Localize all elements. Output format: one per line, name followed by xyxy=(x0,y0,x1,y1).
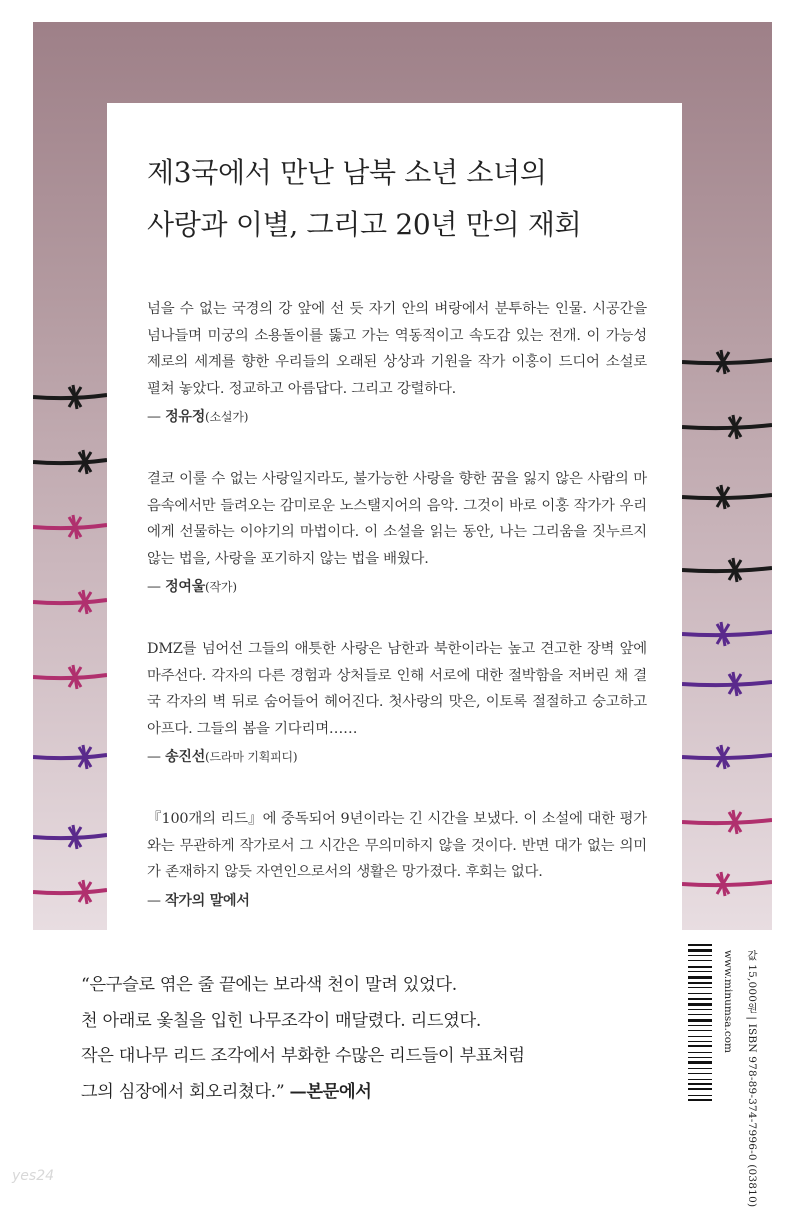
barcode-bar xyxy=(688,960,712,961)
blurb-panel xyxy=(107,103,682,930)
blurb-3 xyxy=(147,636,647,771)
blurb-text: DMZ를 넘어선 그들의 애틋한 사랑은 남한과 북한이라는 높고 견고한 장벽 앞에 마주선다. 각자의 다른 경험과 상처들로 인해 서로에 대한 절박함을 저버린 채 결국 각자의 벽 뒤로 숨어들어 헤어진다. 첫사랑의 맛은, 이토록 절절하고 숭고하고 아프다. 그들의 봄을 기다리며…… xyxy=(147,641,647,737)
quote-line-4: 그의 심장에서 회오리쳤다.” xyxy=(81,1081,285,1102)
barcode-bar xyxy=(688,1083,712,1085)
blurb-credit xyxy=(147,744,647,771)
watermark: yes24 xyxy=(12,1168,55,1184)
barcode-bar xyxy=(688,1014,712,1015)
headline-line-1: 제3국에서 만난 남북 소년 소녀의 xyxy=(147,156,547,189)
barcode-bar xyxy=(688,1009,712,1010)
quote-line-3: 작은 대나무 리드 조각에서 부화한 수많은 리드들이 부표처럼 xyxy=(81,1046,525,1066)
barcode-bar xyxy=(688,1052,712,1053)
barcode-bar xyxy=(688,1099,712,1101)
blurb-2 xyxy=(147,466,647,601)
barcode-bar xyxy=(688,1019,712,1022)
barcode-bar xyxy=(688,1095,712,1096)
barcode-bar xyxy=(688,1061,712,1064)
blurb-text: 『100개의 리드』에 중독되어 9년이라는 긴 시간을 보냈다. 이 소설에 대한 평가와는 무관하게 작가로서 그 시간은 무의미하지 않을 것이다. 반면 대가 없는 의미가 존재하지 않듯 자연인으로서의 생활은 망가졌다. 후회는 없다. xyxy=(147,811,647,880)
right-wire xyxy=(682,622,772,646)
barcode-bar xyxy=(688,1025,712,1026)
barcode-bar xyxy=(688,982,712,984)
barcode-bar xyxy=(688,993,712,994)
quote-line-4-wrap xyxy=(81,1075,525,1111)
barcode-bar xyxy=(688,1073,712,1074)
blurb-credit xyxy=(147,404,647,431)
credit-dash: — xyxy=(147,892,166,909)
left-wire xyxy=(33,385,107,409)
credit-dash: — xyxy=(147,579,166,595)
left-wire xyxy=(33,825,107,849)
barcode-bar xyxy=(688,944,712,946)
credit-name: 작가의 말에서 xyxy=(165,892,250,909)
barcode-bar xyxy=(688,976,712,979)
barcode-bar xyxy=(688,955,712,956)
blurb-credit xyxy=(147,574,647,601)
excerpt-quote xyxy=(81,968,525,1110)
barcode-bar xyxy=(688,1057,712,1058)
credit-dash: — xyxy=(147,409,166,425)
barcode-bar xyxy=(688,949,712,952)
credit-role: (드라마 기획피디) xyxy=(205,750,298,764)
barcode-bar xyxy=(688,1036,712,1037)
blurb-credit xyxy=(147,888,647,915)
quote-line-2: 천 아래로 옻칠을 입힌 나무조각이 매달렸다. 리드였다. xyxy=(81,1010,481,1031)
credit-name: 정유정 xyxy=(165,409,206,425)
credit-name: 정여울 xyxy=(165,579,206,595)
left-wire xyxy=(33,590,107,614)
right-wire xyxy=(682,350,772,374)
right-wire xyxy=(682,810,772,834)
publisher-website: www.minumsa.com xyxy=(722,950,734,1053)
barcode-bar xyxy=(688,1068,712,1069)
barcode-bar xyxy=(688,987,712,988)
left-wire xyxy=(33,745,107,769)
headline-line-2: 사랑과 이별, 그리고 20년 만의 재회 xyxy=(147,208,582,241)
blurb-text: 넘을 수 없는 국경의 강 앞에 선 듯 자기 안의 벼랑에서 분투하는 인물. 시공간을 넘나들며 미궁의 소용돌이를 뚫고 가는 역동적이고 속도감 있는 전개. 이 가능성 제로의 세계를 향한 우리들의 오래된 상상과 기원을 작가 이홍이 드디어 소설로 펼쳐 놓았다. 정교하고 아름답다. 그리고 강렬하다. xyxy=(147,301,647,397)
barcode-bar xyxy=(688,1030,712,1031)
right-wire xyxy=(682,745,772,769)
right-wire xyxy=(682,558,772,582)
right-wire xyxy=(682,485,772,509)
blurb-text: 결코 이룰 수 없는 사랑일지라도, 불가능한 사랑을 향한 꿈을 잃지 않은 사람의 마음속에서만 들려오는 감미로운 노스탤지어의 음악. 그것이 바로 이홍 작가가 우리에게 선물하는 이야기의 마법이다. 이 소설을 읽는 동안, 나는 그리움을 짓누르지 않는 법을, 사랑을 포기하지 않는 법을 배웠다. xyxy=(147,471,647,567)
left-wire xyxy=(33,450,107,474)
left-wire xyxy=(33,880,107,904)
right-wire xyxy=(682,415,772,439)
credit-dash: — xyxy=(147,749,166,765)
blurb-1 xyxy=(147,296,647,431)
barcode-bar xyxy=(688,998,712,1000)
blurb-4 xyxy=(147,806,647,914)
right-wire xyxy=(682,672,772,696)
right-wire xyxy=(682,872,772,896)
barcode-bar xyxy=(688,1088,712,1090)
left-wire xyxy=(33,665,107,689)
credit-role: (소설가) xyxy=(205,410,249,424)
barcode-bar xyxy=(688,1041,712,1042)
price-isbn-text: 값 15,000원 | ISBN 978-89-374-7996-0 (03810) xyxy=(746,950,758,1207)
credit-role: (작가) xyxy=(205,580,237,594)
barcode-bar xyxy=(688,1079,712,1080)
quote-source: —본문에서 xyxy=(289,1081,372,1102)
barcode-bar xyxy=(688,966,712,968)
credit-name: 송진선 xyxy=(165,749,206,765)
quote-line-1: “은구슬로 엮은 줄 끝에는 보라색 천이 말려 있었다. xyxy=(81,975,457,995)
left-wire xyxy=(33,515,107,539)
barcode-bar xyxy=(688,1003,712,1006)
barcode-bar xyxy=(688,971,712,972)
barcode-bar xyxy=(688,1045,712,1047)
